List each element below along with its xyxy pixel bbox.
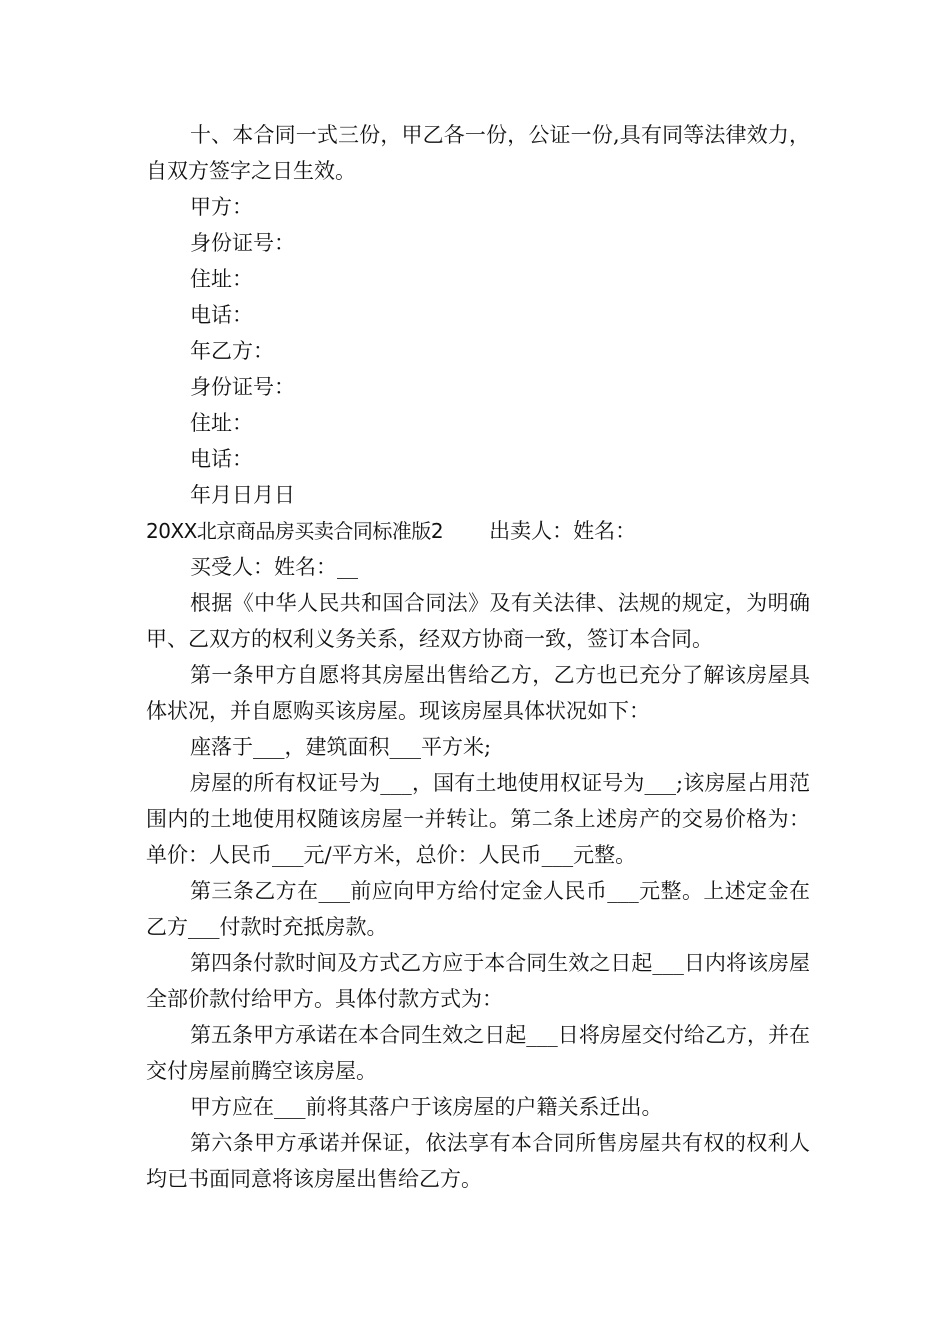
- party-a-label: 甲方：: [190, 195, 253, 219]
- article-six: 第六条甲方承诺并保证，依法享有本合同所售房屋共有权的权利人均已书面同意将该房屋出售给乙方。: [146, 1131, 810, 1191]
- article-one: 第一条甲方自愿将其房屋出售给乙方，乙方也已充分了解该房屋具体状况，并自愿购买该房屋。现该房屋具体状况如下：: [146, 663, 810, 723]
- article-four: 第四条付款时间及方式乙方应于本合同生效之日起___日内将该房屋全部价款付给甲方。具体付款方式为：: [146, 951, 810, 1011]
- party-b-label: 年乙方：: [190, 339, 274, 363]
- location-line: 座落于___，建筑面积___平方米;: [190, 735, 492, 759]
- document-page: [146, 117, 810, 1197]
- party-a-phone-label: 电话：: [190, 303, 253, 327]
- buyer-line: 买受人：姓名：__: [190, 555, 358, 579]
- article-three: 第三条乙方在___前应向甲方给付定金人民币___元整。上述定金在乙方___付款时充抵房款。: [146, 879, 810, 939]
- party-b-address-label: 住址：: [190, 411, 253, 435]
- household-line: 甲方应在___前将其落户于该房屋的户籍关系迁出。: [190, 1095, 663, 1119]
- article-five: 第五条甲方承诺在本合同生效之日起___日将房屋交付给乙方，并在交付房屋前腾空该房屋。: [146, 1023, 810, 1083]
- intro-paragraph: 根据《中华人民共和国合同法》及有关法律、法规的规定，为明确甲、乙双方的权利义务关系，经双方协商一致，签订本合同。: [146, 591, 810, 651]
- party-b-phone-label: 电话：: [190, 447, 253, 471]
- contract-title: 20XX北京商品房买卖合同标准版2: [146, 519, 444, 543]
- contract-heading: [146, 513, 810, 549]
- date-line: 年月日月日: [190, 483, 295, 507]
- party-a-id-label: 身份证号：: [190, 231, 295, 255]
- ownership-article-two: 房屋的所有权证号为___，国有土地使用权证号为___;该房屋占用范围内的土地使用权随该房屋一并转让。第二条上述房产的交易价格为：单价：人民币___元/平方米，总价：人民币___元整。: [146, 771, 810, 867]
- party-b-id-label: 身份证号：: [190, 375, 295, 399]
- clause-ten: 十、本合同一式三份，甲乙各一份，公证一份,具有同等法律效力，自双方签字之日生效。: [146, 123, 810, 183]
- party-a-address-label: 住址：: [190, 267, 253, 291]
- seller-line: 出卖人：姓名：: [489, 519, 637, 543]
